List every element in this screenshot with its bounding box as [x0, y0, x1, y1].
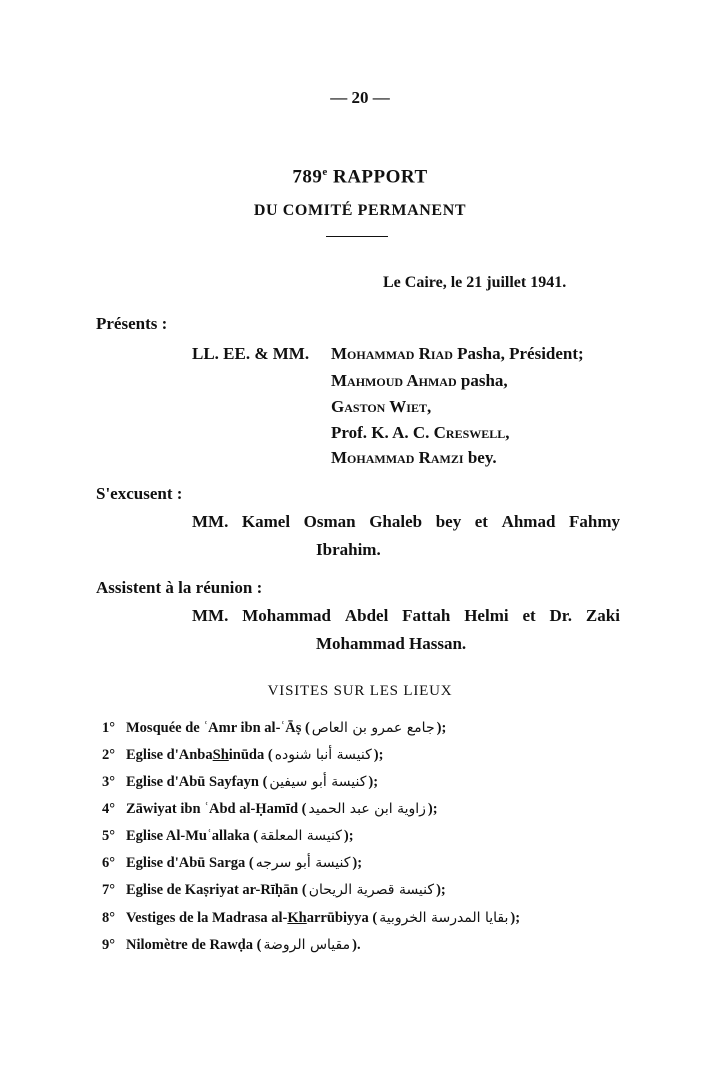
excused-line-1: MM. Kamel Osman Ghaleb bey et Ahmad Fahmy — [192, 512, 620, 531]
assistent-label: Assistent à la réunion : — [96, 578, 263, 597]
report-word: RAPPORT — [332, 166, 428, 188]
visit-item: 8° Vestiges de la Madrasa al- Kh arrūbiyya ( بقايا المدرسة الخروبية ); — [102, 909, 521, 926]
report-subtitle: DU COMITÉ PERMANENT — [253, 202, 467, 219]
visits-heading: VISITES SUR LES LIEUX — [267, 683, 453, 699]
report-number: 789 — [292, 166, 323, 188]
page-number: — 20 — — [330, 88, 390, 107]
attend-line-1: MM. Mohammad Abdel Fattah Helmi et Dr. Zaki — [192, 606, 620, 625]
members-prefix: LL. EE. & MM. — [192, 344, 310, 363]
visit-item: 9° Nilomètre de Rawḍa ( مقياس الروضة ). — [102, 936, 361, 953]
member-line: Mahmoud Ahmad pasha, — [331, 371, 508, 390]
attend-line-2: Mohammad Hassan. — [316, 634, 467, 653]
visit-item: 2° Eglise d'Anba Sh inūda ( كنيسة أنبا شنوده ); — [102, 746, 384, 763]
excused-line-2: Ibrahim. — [316, 540, 381, 559]
member-line: Mohammad Ramzi bey. — [331, 448, 497, 467]
visit-item: 1° Mosquée de ʿAmr ibn al-ʿĀṣ ( جامع عمرو بن العاص ); — [102, 719, 447, 736]
place-date: Le Caire, le 21 juillet 1941. — [383, 274, 567, 291]
member-line: Mohammad Riad Pasha, Président; — [331, 344, 584, 363]
report-title — [0, 166, 720, 188]
visit-item: 6° Eglise d'Abū Sarga ( كنيسة أبو سرجه ); — [102, 854, 363, 871]
report-number-suffix: e — [322, 166, 328, 178]
member-line: Gaston Wiet, — [331, 397, 432, 416]
visit-item: 5° Eglise Al-Muʿallaka ( كنيسة المعلقة ); — [102, 827, 354, 844]
title-divider — [326, 236, 388, 237]
visit-item: 7° Eglise de Kaṣriyat ar-Rīḥān ( كنيسة قصرية الريحان ); — [102, 881, 446, 898]
presents-label: Présents : — [96, 314, 168, 333]
excusent-label: S'excusent : — [96, 484, 183, 503]
visit-item: 3° Eglise d'Abū Sayfayn ( كنيسة أبو سيفين ); — [102, 773, 379, 790]
member-line: Prof. K. A. C. Creswell, — [331, 423, 510, 442]
visit-item: 4° Zāwiyat ibn ʿAbd al-Ḥamīd ( زاوية ابن عبد الحميد ); — [102, 800, 438, 817]
